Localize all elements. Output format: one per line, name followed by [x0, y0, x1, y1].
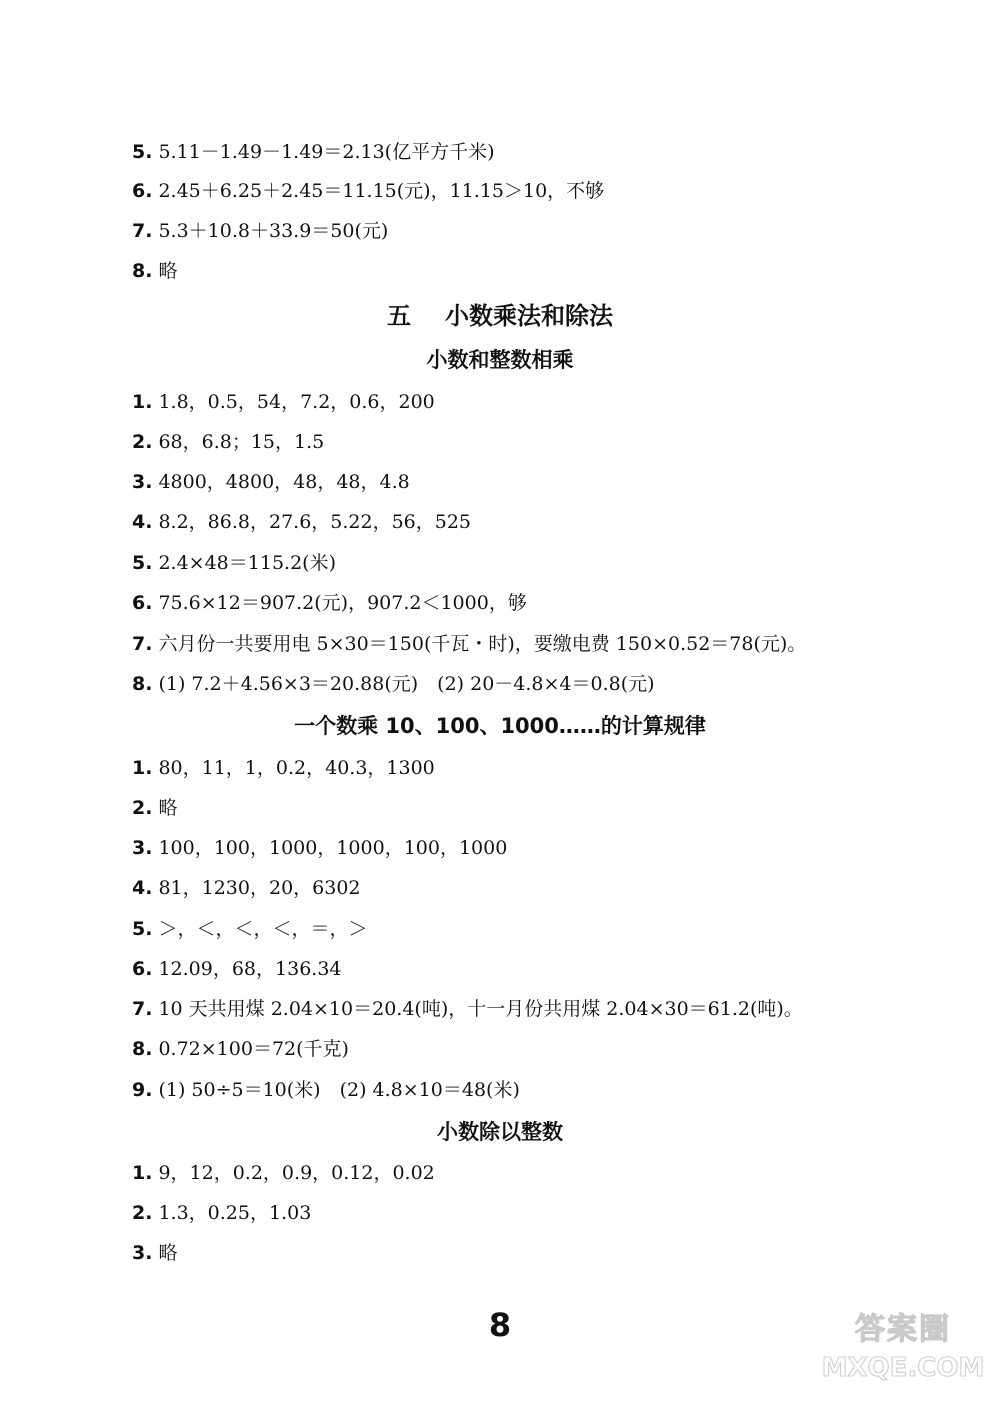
item-text: 100，100，1000，1000，100，1000	[158, 837, 508, 859]
item-number: 7.	[132, 998, 153, 1020]
item-number: 1.	[132, 391, 153, 413]
item-text: ＞，＜，＜，＜，＝，＞	[158, 918, 368, 940]
chapter-number: 五	[387, 302, 411, 330]
item-text: 5.3＋10.8＋33.9＝50(元)	[158, 220, 389, 242]
item-number: 2.	[132, 1202, 153, 1224]
item-number: 1.	[132, 1162, 153, 1184]
item-text: 10 天共用煤 2.04×10＝20.4(吨)，十一月份共用煤 2.04×30＝61.2(吨)。	[158, 998, 803, 1020]
item-number: 4.	[132, 877, 153, 899]
answer-item	[132, 1077, 520, 1103]
answer-item	[132, 550, 336, 576]
answer-item	[132, 1160, 435, 1186]
item-text: 略	[158, 1242, 178, 1264]
watermark-url: MXQE.COM	[821, 1353, 985, 1383]
chapter-heading	[0, 300, 1000, 332]
answer-item	[132, 1240, 177, 1266]
item-number: 6.	[132, 180, 153, 202]
answer-item	[132, 956, 342, 982]
answer-item	[132, 835, 507, 861]
answer-item	[132, 218, 388, 244]
item-number: 7.	[132, 220, 153, 242]
item-number: 5.	[132, 552, 153, 574]
section-heading: 一个数乘 10、100、1000……的计算规律	[294, 714, 706, 738]
answer-item	[132, 469, 410, 495]
item-text: (1) 7.2＋4.56×3＝20.88(元) (2) 20－4.8×4＝0.8(元)	[158, 673, 655, 695]
item-text: 81，1230，20，6302	[158, 877, 361, 899]
item-number: 5.	[132, 141, 153, 163]
answer-item	[132, 916, 367, 942]
item-text: 8.2，86.8，27.6，5.22，56，525	[158, 511, 472, 533]
answer-item	[132, 631, 806, 657]
item-number: 8.	[132, 673, 153, 695]
item-text: 1.8，0.5，54，7.2，0.6，200	[158, 391, 435, 413]
answer-item	[132, 875, 361, 901]
item-text: 12.09，68，136.34	[158, 958, 342, 980]
answer-item	[132, 671, 655, 697]
item-number: 4.	[132, 511, 153, 533]
answer-item	[132, 1200, 311, 1226]
item-number: 3.	[132, 1242, 153, 1264]
answer-item	[132, 139, 495, 165]
section-heading: 小数和整数相乘	[426, 348, 574, 372]
watermark-logo	[818, 1312, 988, 1392]
page-number: 8	[488, 1306, 512, 1344]
item-number: 7.	[132, 633, 153, 655]
answer-item	[132, 178, 604, 204]
item-text: 略	[158, 797, 178, 819]
item-text: 75.6×12＝907.2(元)，907.2＜1000，够	[158, 592, 527, 614]
answer-item	[132, 509, 471, 535]
item-text: 5.11－1.49－1.49＝2.13(亿平方千米)	[158, 141, 495, 163]
answer-item	[132, 1036, 349, 1062]
item-number: 8.	[132, 1038, 153, 1060]
item-number: 8.	[132, 260, 153, 282]
item-number: 2.	[132, 431, 153, 453]
item-text: 4800，4800，48，48，4.8	[158, 471, 410, 493]
item-text: 2.4×48＝115.2(米)	[158, 552, 336, 574]
item-number: 6.	[132, 958, 153, 980]
item-number: 3.	[132, 837, 153, 859]
item-number: 2.	[132, 797, 153, 819]
item-number: 1.	[132, 757, 153, 779]
item-text: 68，6.8；15，1.5	[158, 431, 325, 453]
item-text: 2.45＋6.25＋2.45＝11.15(元)，11.15＞10，不够	[158, 180, 605, 202]
answer-item	[132, 795, 177, 821]
item-text: 六月份一共要用电 5×30＝150(千瓦・时)，要缴电费 150×0.52＝78(元)。	[158, 633, 807, 655]
item-number: 6.	[132, 592, 153, 614]
item-text: 80，11，1，0.2，40.3，1300	[158, 757, 435, 779]
answer-item	[132, 389, 435, 415]
item-text: 0.72×100＝72(千克)	[158, 1038, 349, 1060]
item-number: 5.	[132, 918, 153, 940]
item-text: 略	[158, 260, 178, 282]
item-number: 3.	[132, 471, 153, 493]
answer-item	[132, 590, 527, 616]
answer-item	[132, 755, 435, 781]
answer-item	[132, 996, 803, 1022]
section-heading: 小数除以整数	[437, 1120, 563, 1144]
chapter-title: 小数乘法和除法	[445, 302, 613, 330]
answer-item	[132, 258, 177, 284]
item-text: 9，12，0.2，0.9，0.12，0.02	[158, 1162, 435, 1184]
item-number: 9.	[132, 1079, 153, 1101]
watermark-title: 答案圈	[855, 1312, 951, 1347]
item-text: (1) 50÷5＝10(米) (2) 4.8×10＝48(米)	[158, 1079, 520, 1101]
item-text: 1.3，0.25，1.03	[158, 1202, 312, 1224]
answer-item	[132, 429, 324, 455]
